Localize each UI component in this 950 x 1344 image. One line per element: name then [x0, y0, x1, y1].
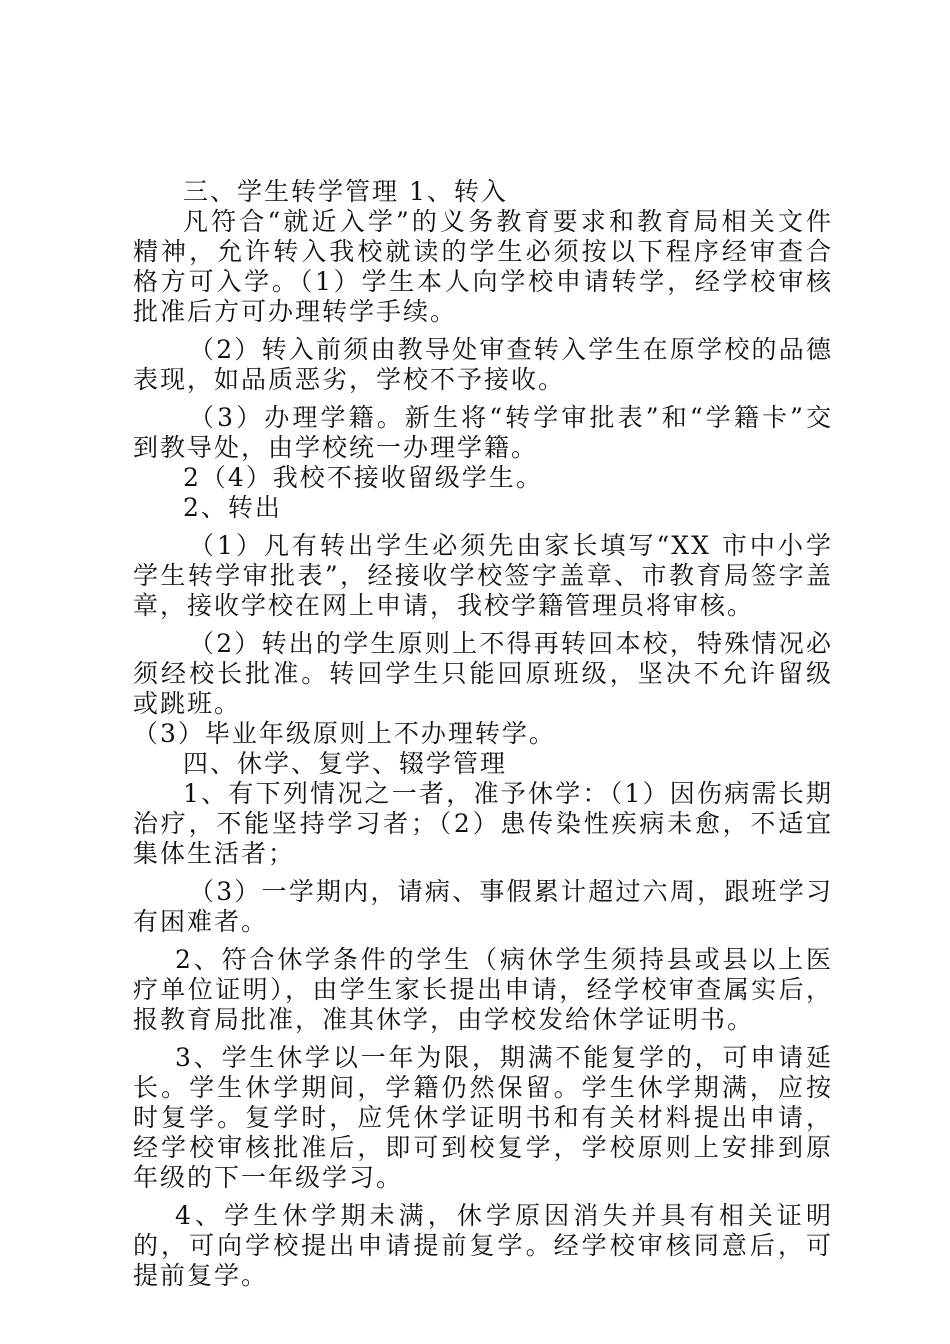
section-heading-suspension: 四、休学、复学、辍学管理	[183, 749, 508, 778]
paragraph: 2、符合休学条件的学生（病休学生须持县或县以上医疗单位证明），由学生家长提出申请，经学校审查属实后，报教育局批准，准其休学，由学校发给休学证明书。	[133, 945, 833, 1034]
paragraph: （2）转出的学生原则上不得再转回本校，特殊情况必须经校长批准。转回学生只能回原班级，坚决不允许留级或跳班。	[133, 629, 833, 718]
paragraph: 3、学生休学以一年为限，期满不能复学的，可申请延长。学生休学期间，学籍仍然保留。学生休学期满，应按时复学。复学时，应凭休学证明书和有关材料提出申请，经学校审核批准后，即可到校复学，学校原则上安排到原年级的下一年级学习。	[133, 1043, 833, 1192]
paragraph: （1）凡有转出学生必须先由家长填写“XX 市中小学学生转学审批表”，经接收学校签字盖章、市教育局签字盖章，接收学校在网上申请，我校学籍管理员将审核。	[133, 531, 833, 620]
section-heading-transfer: 三、学生转学管理 1、转入	[183, 177, 508, 206]
paragraph: 4、学生休学期未满，休学原因消失并具有相关证明的，可向学校提出申请提前复学。经学校审核同意后，可提前复学。	[133, 1201, 833, 1290]
paragraph: （2）转入前须由教导处审查转入学生在原学校的品德表现，如品质恶劣，学校不予接收。	[133, 335, 833, 394]
paragraph: 凡符合“就近入学”的义务教育要求和教育局相关文件精神，允许转入我校就读的学生必须按以下程序经审查合格方可入学。（1）学生本人向学校申请转学，经学校审核批准后方可办理转学手续。	[133, 207, 833, 326]
paragraph: （3）办理学籍。新生将“转学审批表”和“学籍卡”交到教导处，由学校统一办理学籍。	[133, 403, 833, 462]
paragraph: （3）毕业年级原则上不办理转学。	[133, 719, 556, 748]
paragraph: 1、有下列情况之一者，准予休学：（1）因伤病需长期治疗，不能坚持学习者；（2）患传染性疾病未愈，不适宜集体生活者；	[133, 779, 833, 868]
subheading-transfer-out: 2、转出	[183, 493, 282, 522]
document-body	[133, 177, 833, 1291]
paragraph: （3）一学期内，请病、事假累计超过六周，跟班学习有困难者。	[133, 877, 833, 936]
paragraph: 2（4）我校不接收留级学生。	[183, 463, 543, 492]
